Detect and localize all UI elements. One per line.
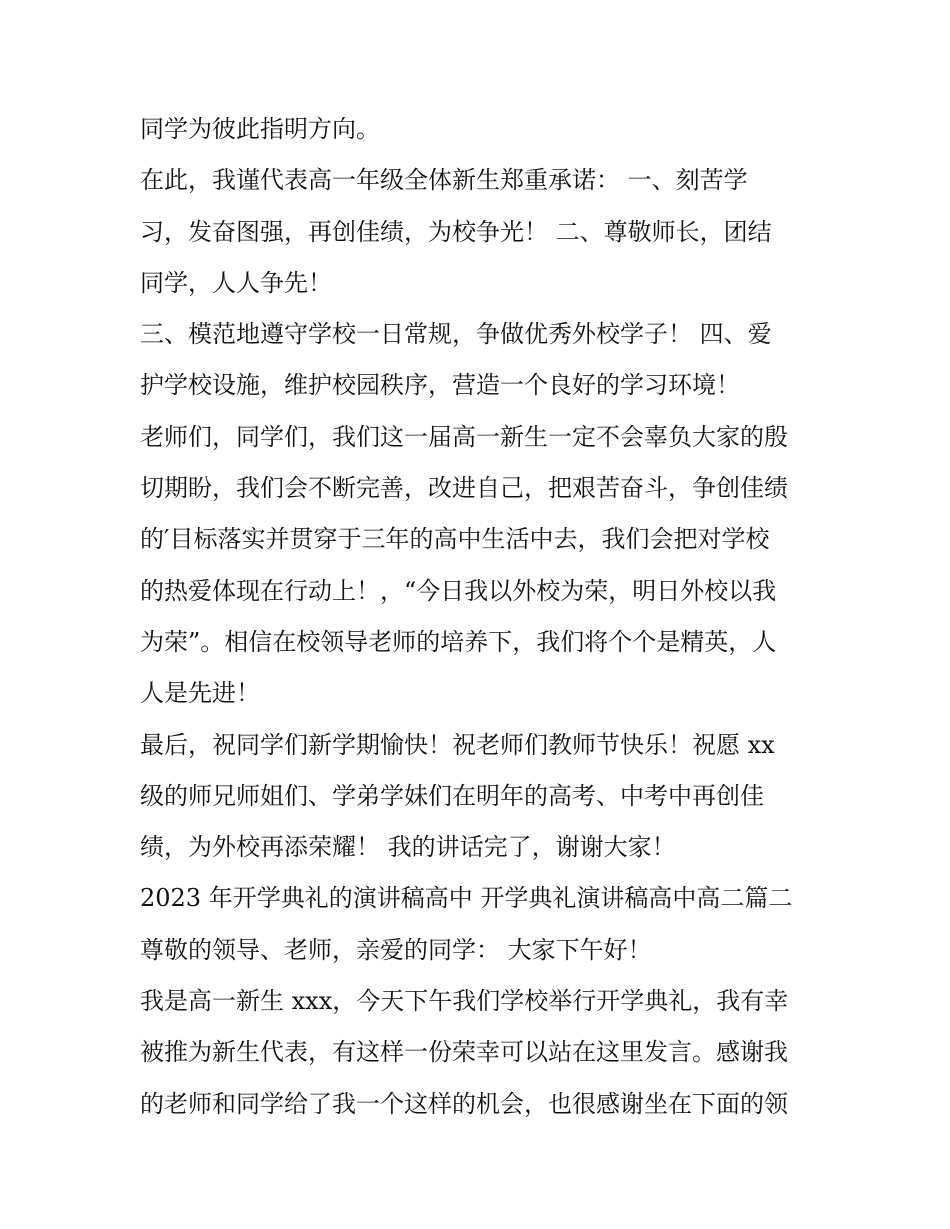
text-line: 护学校设施，维护校园秩序，营造一个良好的学习环境！ [140, 371, 740, 400]
text-line: 的′目标落实并贯穿于三年的高中生活中去，我们会把对学校 [140, 525, 770, 554]
text-line: 在此，我谨代表高一年级全体新生郑重承诺： 一、刻苦学 [140, 166, 748, 195]
text-line: 绩，为外校再添荣耀！ 我的讲话完了，谢谢大家！ [140, 833, 676, 862]
section-heading: 2023 年开学典礼的演讲稿高中 开学典礼演讲稿高中高二篇二 [140, 884, 793, 913]
text-line: 人是先进！ [140, 679, 260, 708]
body-text [140, 104, 830, 1130]
text-line: 同学为彼此指明方向。 [140, 115, 380, 143]
text-line: 为荣”。相信在校领导老师的培养下，我们将个个是精英，人 [140, 627, 777, 656]
text-line: 老师们，同学们，我们这一届高一新生一定不会辜负大家的殷 [140, 422, 788, 451]
text-line: 尊敬的领导、老师，亲爱的同学： 大家下午好！ [140, 935, 652, 964]
text-line: 我是高一新生 xxx，今天下午我们学校举行开学典礼，我有幸 [140, 987, 789, 1016]
text-line: 三、模范地遵守学校一日常规，争做优秀外校学子！ 四、爱 [140, 320, 772, 349]
text-line: 的热爱体现在行动上！，“今日我以外校为荣，明日外校以我 [140, 576, 777, 605]
text-line: 习，发奋图强，再创佳绩，为校争光！ 二、尊敬师长，团结 [140, 217, 772, 246]
text-line: 切期盼，我们会不断完善，改进自己，把艰苦奋斗，争创佳绩 [140, 474, 788, 503]
text-line: 级的师兄师姐们、学弟学妹们在明年的高考、中考中再创佳 [140, 781, 764, 810]
text-line: 被推为新生代表，有这样一份荣幸可以站在这里发言。感谢我 [140, 1038, 788, 1067]
text-line: 最后，祝同学们新学期愉快！祝老师们教师节快乐！祝愿 xx [140, 730, 775, 759]
text-line: 的老师和同学给了我一个这样的机会，也很感谢坐在下面的领 [140, 1089, 788, 1118]
text-line: 同学，人人争先！ [140, 268, 332, 297]
